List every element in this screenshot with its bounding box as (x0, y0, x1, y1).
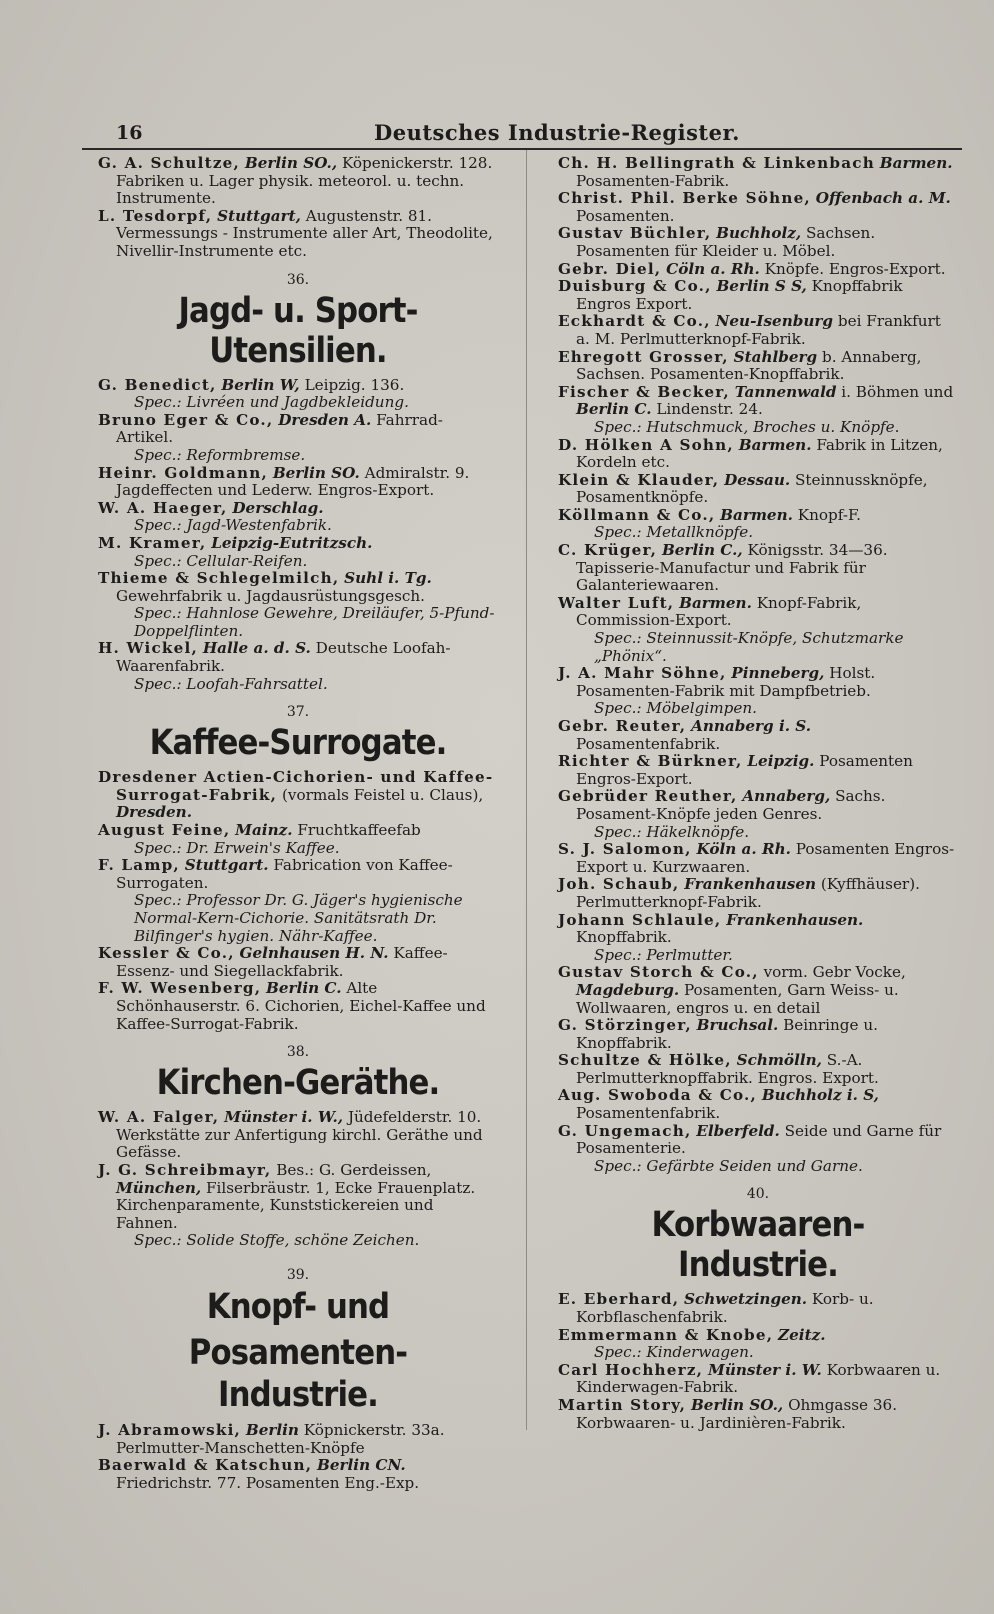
firm-location: Schmölln, (736, 1051, 822, 1070)
section-number: 36. (286, 271, 310, 288)
entry-specialty: Spec.: Hahnlose Gewehre, Dreiläufer, 5-Pfund-Doppelflinten. (134, 604, 495, 640)
entry-description: S.-A. Perlmutterknopffabrik. Engros. Export. (576, 1051, 879, 1087)
entry-description: Augustenstr. 81. Vermessungs - Instrumente aller Art, Theodolite, Nivellir-Instrumente etc. (116, 206, 493, 260)
entry-description: Knopffabrik Engros Export. (576, 277, 903, 313)
entry-specialty: Spec.: Livréen und Jagdbekleidung. (134, 393, 409, 412)
directory-entry (558, 155, 958, 190)
directory-entry (558, 595, 958, 665)
firm-name: Duisburg & Co., (558, 277, 712, 296)
directory-entry (558, 507, 958, 542)
firm-name: L. Tesdorpf, (98, 206, 213, 225)
directory-entry (558, 912, 958, 965)
entry-specialty: Spec.: Kinderwagen. (594, 1343, 754, 1362)
firm-location: Derschlag. (232, 498, 324, 517)
entry-description: Holst. Posamenten-Fabrik mit Dampfbetrieb. (576, 664, 876, 700)
firm-location: Stuttgart, (217, 206, 301, 225)
directory-entry (558, 278, 958, 313)
section-title: Kirchen-Geräthe. (156, 1063, 440, 1104)
directory-entry (558, 349, 958, 384)
firm-name: Heinr. Goldmann, (98, 463, 268, 482)
directory-entry (558, 841, 958, 876)
directory-entry (98, 412, 498, 465)
directory-entry (98, 640, 498, 693)
entry-description: Fahrrad-Artikel. (116, 410, 443, 447)
entry-description: Knopf-F. (797, 505, 861, 524)
section-number: 39. (286, 1266, 310, 1283)
directory-entry (558, 665, 958, 718)
firm-location: Frankenhausen (684, 875, 817, 894)
firm-location: Zeitz. (778, 1325, 826, 1344)
directory-entry (98, 945, 498, 980)
firm-location: Annaberg, (742, 787, 831, 806)
firm-location: Berlin W, (221, 375, 300, 394)
firm-name: Aug. Swoboda & Co., (558, 1086, 758, 1105)
firm-name: Emmermann & Knobe, (558, 1325, 774, 1344)
directory-entry (558, 437, 958, 472)
directory-entry (98, 570, 498, 640)
directory-entry (558, 1017, 958, 1052)
entry-description: Sachs. Posament-Knöpfe jeden Genres. (576, 787, 886, 823)
firm-name: Eckhardt & Co., (558, 312, 711, 331)
firm-location: Dresden A. (278, 410, 372, 429)
entry-description: Knopf-Fabrik, Commission-Export. (576, 593, 862, 630)
firm-name: Dresdener Actien-Cichorien- und Kaffee-Surrogat-Fabrik, (98, 768, 494, 804)
firm-location: Buchholz i. S, (761, 1086, 879, 1105)
firm-name: J. G. Schreibmayr, (98, 1160, 272, 1179)
firm-name: C. Krüger, (558, 541, 658, 560)
firm-location: Berlin S S, (716, 277, 807, 296)
firm-name: G. Ungemach, (558, 1121, 692, 1140)
entry-description: i. Böhmen und (841, 382, 954, 401)
firm-location: Münster i. W. (708, 1360, 822, 1379)
firm-name: F. W. Wesenberg, (98, 979, 262, 998)
directory-entry (558, 1052, 958, 1087)
firm-name: Klein & Klauder, (558, 470, 720, 489)
firm-location: Neu-Isenburg (715, 312, 834, 331)
directory-entry (558, 1362, 958, 1397)
entry-description: Deutsche Loofah-Waarenfabrik. (116, 639, 451, 676)
entry-description: Admiralstr. 9. Jagdeffecten und Lederw. Engros-Export. (116, 463, 470, 500)
entry-description: Königsstr. 34—36. Tapisserie-Manufactur und Fabrik für Galanteriewaaren. (576, 541, 888, 595)
firm-location: Berlin CN. (317, 1456, 406, 1475)
entry-description: bei Frankfurt a. M. Perlmutterknopf-Fabrik. (576, 312, 941, 348)
firm-location: Pinneberg, (731, 664, 825, 683)
entry-description: Posamentenfabrik. (576, 734, 721, 753)
firm-name: G. Störzinger, (558, 1016, 692, 1035)
firm-name: Bruno Eger & Co., (98, 410, 274, 429)
entry-description: b. Annaberg, Sachsen. Posamenten-Knopffabrik. (576, 347, 922, 384)
firm-location: Berlin C. (576, 400, 652, 419)
directory-entry (558, 542, 958, 595)
entry-description: Ohmgasse 36. Korbwaaren- u. Jardinièren-Fabrik. (576, 1396, 898, 1432)
firm-location: Bruchsal. (696, 1016, 779, 1035)
entry-specialty: Spec.: Jagd-Westenfabrik. (134, 516, 332, 535)
firm-name: Richter & Bürkner, (558, 752, 743, 771)
entry-description: Alte Schönhauserstr. 6. Cichorien, Eichel-Kaffee und Kaffee-Surrogat-Fabrik. (116, 979, 486, 1033)
entry-description: Friedrichstr. 77. Posamenten Eng.-Exp. (116, 1473, 420, 1492)
firm-location: Offenbach a. M. (815, 189, 951, 208)
section-title-line-2: Posamenten-Industrie. (188, 1332, 408, 1415)
entry-description: Steinnussknöpfe, Posamentknöpfe. (576, 470, 928, 507)
entry-specialty: Spec.: Loofah-Fahrsattel. (134, 674, 328, 693)
directory-entry (558, 190, 958, 225)
entry-description: Filserbräustr. 1, Ecke Frauenplatz. Kirchenparamente, Kunststickereien und Fahnen. (116, 1178, 476, 1232)
directory-entry (98, 535, 498, 570)
firm-location: Annaberg i. S. (691, 717, 812, 735)
directory-entry (558, 1123, 958, 1176)
entry-description: Posamenten Engros-Export u. Kurzwaaren. (576, 840, 955, 876)
entry-description: Posamenten Engros-Export. (576, 752, 913, 788)
directory-entry (558, 384, 958, 437)
firm-location: Barmen. (679, 593, 752, 612)
firm-name: J. A. Mahr Söhne, (558, 664, 727, 683)
directory-entry (558, 788, 958, 841)
directory-entry (98, 980, 498, 1033)
entry-specialty: Spec.: Solide Stoffe, schöne Zeichen. (134, 1231, 420, 1250)
firm-name: Fischer & Becker, (558, 382, 730, 401)
entry-description: Beinringe u. Knopffabrik. (576, 1016, 878, 1052)
entry-description: Bes.: G. Gerdeissen, (276, 1160, 432, 1179)
entry-specialty: Spec.: Gefärbte Seiden und Garne. (594, 1156, 863, 1175)
firm-location: Magdeburg. (576, 980, 680, 999)
entry-description: (vormals Feistel u. Claus), (281, 785, 484, 804)
entry-description: Knopffabrik. (576, 928, 672, 947)
entry-specialty: Spec.: Professor Dr. G. Jäger's hygienische Normal-Kern-Cichorie. Sanitätsrath Dr. Bilfinger's hygien. Nähr-Kaffee. (134, 891, 463, 945)
firm-name: Kessler & Co., (98, 944, 235, 963)
firm-name: August Feine, (98, 821, 231, 840)
firm-location: Stuttgart. (184, 856, 269, 875)
firm-location: Tannenwald (734, 382, 837, 401)
entry-description: Kaffee-Essenz- und Siegellackfabrik. (116, 944, 448, 980)
directory-entry (558, 1397, 958, 1432)
section-title: Kaffee-Surrogate. (149, 723, 447, 764)
page-number: 16 (116, 122, 143, 144)
entry-specialty: Spec.: Metallknöpfe. (594, 523, 754, 542)
entry-description: Gewehrfabrik u. Jagdausrüstungsgesch. (116, 586, 425, 605)
entry-specialty: Spec.: Steinnussit-Knöpfe, Schutzmarke „Phönix“. (594, 629, 904, 665)
entry-description: Posamenten-Fabrik. (576, 171, 730, 190)
entry-description: Fabrication von Kaffee-Surrogaten. (116, 856, 453, 892)
entry-description: Posamenten. (576, 206, 675, 225)
firm-name: D. Hölken A Sohn, (558, 435, 734, 454)
directory-entry (558, 261, 958, 279)
firm-name: Ehregott Grosser, (558, 347, 729, 366)
entry-description: Knöpfe. Engros-Export. (764, 259, 946, 278)
directory-entry (98, 822, 498, 857)
entry-specialty: Spec.: Cellular-Reifen. (134, 551, 308, 570)
firm-name: Thieme & Schlegelmilch, (98, 569, 340, 588)
running-title: Deutsches Industrie-Register. (374, 120, 740, 145)
entry-description: Sachsen. Posamenten für Kleider u. Möbel. (576, 224, 876, 260)
firm-name: S. J. Salomon, (558, 840, 692, 859)
section-number: 40. (746, 1186, 770, 1203)
firm-name: J. Abramowski, (98, 1420, 242, 1439)
firm-name: Baerwald & Katschun, (98, 1456, 313, 1475)
firm-location: Elberfeld. (696, 1121, 780, 1140)
firm-location: Mainz. (235, 821, 293, 840)
entry-specialty: Spec.: Häkelknöpfe. (594, 822, 750, 841)
directory-entry (98, 1422, 498, 1457)
firm-location: Cöln a. Rh. (666, 259, 760, 278)
directory-entry (98, 857, 498, 945)
firm-location: Leipzig. (747, 752, 815, 771)
entry-description: Posamentenfabrik. (576, 1104, 721, 1123)
entry-description: Fruchtkaffeefab (297, 821, 421, 840)
section-title: Korbwaaren-Industrie. (651, 1205, 865, 1286)
firm-name: W. A. Haeger, (98, 498, 228, 517)
firm-name: Schultze & Hölke, (558, 1051, 732, 1070)
firm-location: Schwetzingen. (684, 1290, 808, 1309)
firm-name: Gebr. Reuter, (558, 717, 687, 735)
entry-specialty: Spec.: Perlmutter. (594, 945, 733, 964)
firm-name: W. A. Falger, (98, 1108, 220, 1127)
directory-entry (558, 1327, 958, 1362)
firm-location: Barmen. (738, 435, 812, 454)
directory-entry (558, 1291, 958, 1326)
directory-entry (98, 377, 498, 412)
section-number: 38. (286, 1044, 310, 1061)
firm-name: G. Benedict, (98, 375, 217, 394)
directory-entry (558, 876, 958, 911)
left-column (98, 155, 498, 1492)
page-header (82, 118, 962, 150)
firm-location: Barmen. (720, 505, 793, 524)
directory-entry (558, 313, 958, 348)
firm-location: Halle a. d. S. (202, 639, 311, 658)
firm-location: Frankenhausen. (726, 910, 864, 929)
firm-location: Buchholz, (716, 224, 802, 243)
entry-specialty: Spec.: Reformbremse. (134, 445, 306, 464)
entry-description: Seide und Garne für Posamenterie. (576, 1121, 942, 1158)
firm-location: Berlin C., (661, 541, 743, 560)
firm-name: Gustav Storch & Co., (558, 963, 759, 982)
section-title: Jagd- u. Sport-Utensilien. (178, 290, 418, 371)
directory-entry (98, 1162, 498, 1250)
entry-description: vorm. Gebr Vocke, (763, 963, 906, 982)
firm-location: Barmen. (879, 154, 953, 172)
directory-entry (558, 718, 958, 753)
firm-location: Berlin SO., (690, 1396, 784, 1414)
firm-name: Johann Schlaule, (558, 910, 722, 929)
directory-entry (98, 769, 498, 822)
section-title-line-1: Knopf- und (206, 1286, 390, 1327)
directory-entry (558, 472, 958, 507)
firm-location: Münster i. W., (224, 1108, 344, 1127)
directory-entry (558, 1087, 958, 1122)
entry-description: Posamenten, Garn Weiss- u. Wollwaaren, engros u. en detail (576, 980, 899, 1017)
entry-specialty: Spec.: Möbelgimpen. (594, 699, 757, 718)
section-number: 37. (286, 704, 310, 721)
firm-location: Leipzig-Eutritzsch. (211, 533, 373, 552)
entry-description: Jüdefelderstr. 10. Werkstätte zur Anfertigung kirchl. Geräthe und Gefässe. (116, 1108, 483, 1162)
entry-description: Fabrik in Litzen, Kordeln etc. (576, 435, 943, 472)
entry-description: Köpenickerstr. 128. Fabriken u. Lager physik. meteorol. u. techn. Instrumente. (116, 154, 493, 208)
firm-location: Dresden. (116, 803, 192, 822)
firm-name: Gebr. Diel, (558, 259, 662, 278)
entry-description: Korbwaaren u. Kinderwagen-Fabrik. (576, 1360, 941, 1397)
firm-location: München, (116, 1178, 202, 1197)
entry-description: (Kyffhäuser). Perlmutterknopf-Fabrik. (576, 875, 920, 911)
firm-location: Berlin C. (266, 979, 342, 998)
firm-location: Berlin SO., (244, 154, 338, 172)
firm-name: Joh. Schaub, (558, 875, 680, 894)
directory-entry (98, 1109, 498, 1162)
firm-name: H. Wickel, (98, 639, 198, 658)
entry-description: Korb- u. Korbflaschenfabrik. (576, 1290, 874, 1327)
directory-entry (558, 753, 958, 788)
directory-entry (558, 225, 958, 260)
firm-location: Stahlberg (733, 347, 818, 366)
firm-name: M. Kramer, (98, 533, 207, 552)
firm-location: Köln a. Rh. (696, 840, 791, 859)
firm-name: F. Lamp, (98, 856, 180, 875)
firm-location: Berlin (245, 1420, 299, 1439)
firm-name: Köllmann & Co., (558, 505, 716, 524)
firm-name: Gustav Büchler, (558, 224, 712, 243)
firm-name: G. A. Schultze, (98, 154, 241, 172)
firm-name: Martin Story, (558, 1396, 687, 1414)
firm-location: Berlin SO. (272, 463, 360, 482)
firm-name: Gebrüder Reuther, (558, 787, 738, 806)
firm-name: Walter Luft, (558, 593, 675, 612)
directory-entry (98, 155, 498, 208)
entry-specialty: Spec.: Hutschmuck, Broches u. Knöpfe. (594, 417, 900, 436)
entry-description: Lindenstr. 24. (656, 400, 763, 419)
column-divider (526, 150, 527, 1430)
right-column (558, 155, 958, 1432)
firm-name: Christ. Phil. Berke Söhne, (558, 189, 811, 208)
entry-description: Köpnickerstr. 33a. Perlmutter-Manschetten-Knöpfe (116, 1420, 445, 1457)
firm-name: Carl Hochherz, (558, 1360, 704, 1379)
firm-location: Dessau. (724, 470, 791, 489)
directory-entry (98, 208, 498, 261)
directory-entry (98, 500, 498, 535)
firm-name: E. Eberhard, (558, 1290, 680, 1309)
directory-entry (558, 964, 958, 1017)
entry-description: Leipzig. 136. (304, 375, 405, 394)
directory-entry (98, 1457, 498, 1492)
firm-name: Ch. H. Bellingrath & Linkenbach (558, 154, 875, 172)
firm-location: Gelnhausen H. N. (239, 944, 389, 963)
firm-location: Suhl i. Tg. (344, 569, 432, 588)
entry-specialty: Spec.: Dr. Erwein's Kaffee. (134, 838, 340, 857)
directory-entry (98, 465, 498, 500)
